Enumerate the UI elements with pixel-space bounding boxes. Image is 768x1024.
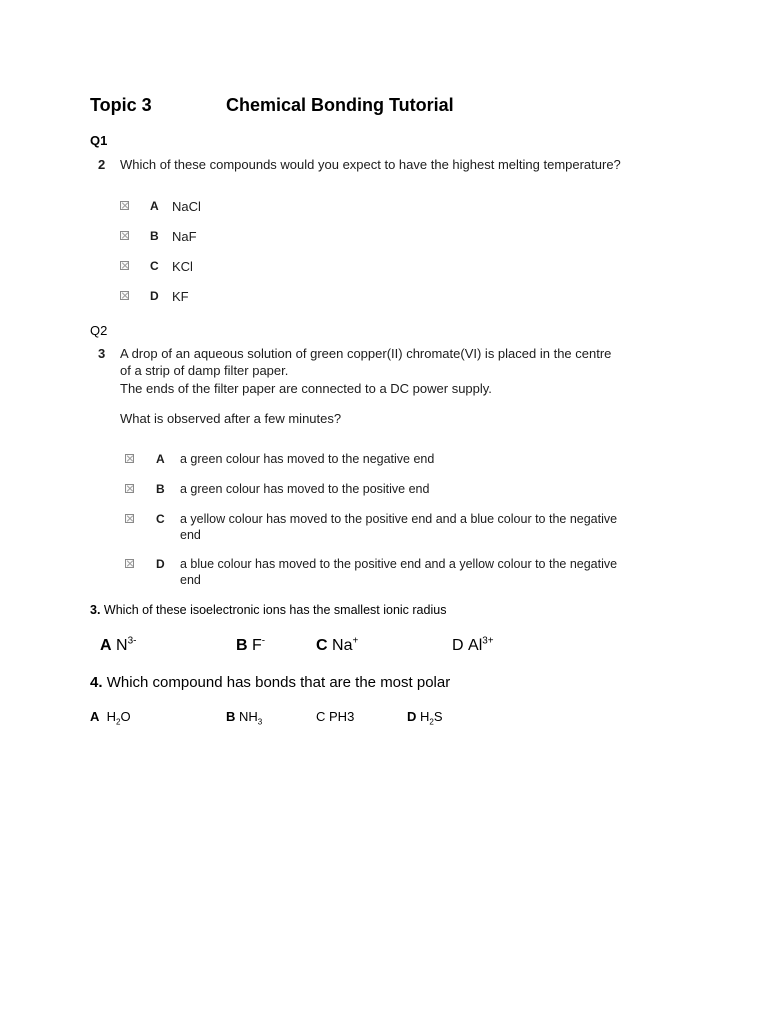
option-text: KF: [172, 289, 189, 304]
q4-option-a[interactable]: [90, 709, 131, 727]
page-title: Chemical Bonding Tutorial: [226, 95, 454, 115]
checkbox-icon[interactable]: [120, 291, 129, 300]
formula-part: H: [420, 709, 430, 724]
formula-part: S: [433, 709, 443, 724]
q1-label: Q1: [90, 133, 108, 148]
option-letter: A: [90, 709, 100, 724]
formula-part: H: [106, 709, 117, 724]
option-letter: A: [100, 637, 112, 654]
q4-question: [90, 674, 450, 691]
option-text: NaCl: [172, 199, 201, 214]
q4-option-b[interactable]: [226, 709, 263, 727]
option-letter: C: [156, 512, 165, 526]
option-letter: B: [236, 637, 248, 654]
q2-text-line2: of a strip of damp filter paper.: [120, 363, 289, 378]
option-letter: B: [156, 482, 165, 496]
checkbox-icon[interactable]: [125, 454, 134, 463]
topic-label: Topic 3: [90, 95, 152, 115]
option-text: a green colour has moved to the negative end: [180, 452, 435, 466]
q3-question: [90, 603, 446, 617]
option-text: KCl: [172, 259, 193, 274]
checkbox-icon[interactable]: [120, 261, 129, 270]
q4-option-d[interactable]: [407, 709, 443, 727]
ion-symbol: F: [252, 637, 262, 654]
q4-text: Which compound has bonds that are the most polar: [106, 674, 451, 691]
q3-option-b[interactable]: [236, 637, 265, 655]
formula-part: NH: [239, 709, 258, 724]
q3-text: Which of these isoelectronic ions has the smallest ionic radius: [103, 603, 447, 617]
option-text: a yellow colour has moved to the positive end and a blue colour to the negative end: [180, 512, 618, 542]
option-letter: C: [150, 259, 159, 273]
q2-number: 3: [98, 346, 106, 361]
formula-subscript: 2: [116, 717, 121, 727]
ion-symbol: N: [116, 637, 128, 654]
q3-number: 3.: [90, 603, 101, 617]
checkbox-icon[interactable]: [120, 231, 129, 240]
option-text: NaF: [172, 229, 197, 244]
q3-option-c[interactable]: [316, 637, 358, 655]
option-text: a blue colour has moved to the positive end and a yellow colour to the negative end: [180, 557, 618, 587]
formula-subscript: 2: [429, 717, 434, 727]
q2-text-line3: The ends of the filter paper are connected to a DC power supply.: [120, 381, 492, 396]
ion-symbol: Al: [468, 637, 483, 654]
option-letter: A: [156, 452, 165, 466]
ion-charge: +: [352, 635, 359, 647]
q4-number: 4.: [90, 674, 103, 691]
q4-option-c[interactable]: [316, 709, 354, 724]
option-letter: B: [150, 229, 159, 243]
q2-text-line1: A drop of an aqueous solution of green copper(II) chromate(VI) is placed in the centre: [120, 346, 612, 361]
checkbox-icon[interactable]: [125, 559, 134, 568]
formula-part: PH3: [329, 709, 355, 724]
option-letter: D: [156, 557, 165, 571]
option-letter: D: [150, 289, 159, 303]
option-text: a green colour has moved to the positive end: [180, 482, 430, 496]
q3-option-a[interactable]: [100, 637, 136, 655]
q3-option-d[interactable]: [452, 637, 494, 655]
option-letter: A: [150, 199, 159, 213]
formula-subscript: 3: [257, 717, 263, 727]
option-letter: D: [407, 709, 417, 724]
checkbox-icon[interactable]: [125, 484, 134, 493]
ion-charge: 3-: [127, 635, 137, 647]
option-letter: D: [452, 637, 464, 654]
ion-charge: 3+: [482, 635, 494, 647]
q2-label: Q2: [90, 323, 108, 338]
checkbox-icon[interactable]: [125, 514, 134, 523]
checkbox-icon[interactable]: [120, 201, 129, 210]
option-letter: C: [316, 637, 328, 654]
q1-text: Which of these compounds would you expect to have the highest melting temperature?: [120, 157, 621, 172]
option-letter: B: [226, 709, 236, 724]
q1-number: 2: [98, 157, 106, 172]
option-letter: C: [316, 709, 326, 724]
ion-charge: -: [261, 635, 266, 647]
ion-symbol: Na: [332, 637, 353, 654]
q2-prompt: What is observed after a few minutes?: [120, 411, 342, 426]
formula-part: O: [120, 709, 131, 724]
